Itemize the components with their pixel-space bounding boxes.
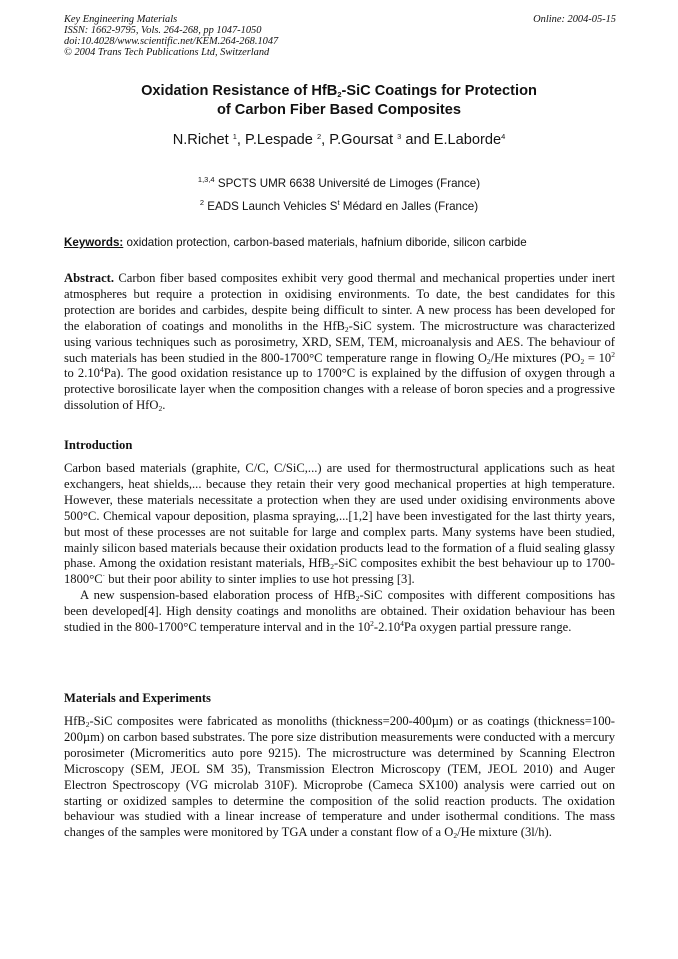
- paragraph: Carbon based materials (graphite, C/C, C/SiC,...) are used for thermostructural applications such as heat exchangers, heat shields,... because they retain their very good mechanical properties at high temperature. However, these materials necessitate a protection when they are used under oxidising environments above 500°C. Chemical vapour deposition, plasma spraying,...[1,2] have been investigated for the last thirty years, but most of these processes are not suitable for large and complex parts. Many systems have been studied, mainly silicon based materials because their oxidation products lead to the formation of a fluid sealing glassy phase. Among the oxidation resistant materials, HfB$_2$-SiC composites exhibit the best behaviour up to 1700-1800°C· but their poor ability to sinter implies to use hot pressing [3].: [64, 461, 615, 587]
- keywords-text: oxidation protection, carbon-based materials, hafnium diboride, silicon carbide: [123, 236, 527, 249]
- title-line-1: Oxidation Resistance of HfB$_2$-SiC Coatings for Protection: [141, 83, 537, 99]
- paragraph: HfB$_2$-SiC composites were fabricated as monoliths (thickness=200-400µm) or as coatings (thickness=100-200µm) on carbon based substrates. The pore size distribution measurements were conducted with a mercury porosimeter (Micromeritics auto pore 9215). The microstructure was determined by Scanning Electron Microscopy (SEM, JEOL SM 35), Transmission Electron Microscopy (TEM, JEOL 2010) and Auger Electron Spectroscopy (VG microlab 310F). Microprobe (Cameca SX100) analysis were carried out on starting or oxidized samples to determine the composition of the solid reaction products. The oxidation behaviour was studied with a linear increase of temperature and under isothermal conditions. The mass changes of the samples were monitored by TGA under a constant flow of a $O_2/He$ mixture (3l/h).: [64, 714, 615, 841]
- doi-line: doi:10.4028/www.scientific.net/KEM.264-268.1047: [64, 36, 279, 47]
- author-list: N.Richet $^1$, P.Lespade $^2$, P.Goursat $^3$ and E.Laborde$^4$: [172, 132, 506, 148]
- issn-line: ISSN: 1662-9795, Vols. 264-268, pp 1047-1050: [64, 25, 262, 36]
- keywords-label: Keywords:: [64, 236, 124, 249]
- paragraph: A new suspension-based elaboration process of HfB$_2$-SiC composites with different compositions has been developed[4]. High density coatings and monoliths are obtained. Their oxidation behaviour has been studied in the 800-1700°C temperature interval and in the $10^2-2.10^4Pa$ oxygen partial pressure range.: [64, 588, 615, 635]
- keywords: [64, 236, 616, 250]
- author: N.Richet: [172, 132, 229, 148]
- author: and E.Laborde: [401, 132, 502, 148]
- abstract-label: Abstract.: [64, 271, 115, 285]
- section-heading-introduction: Introduction: [64, 438, 133, 452]
- paper-title: [64, 82, 614, 120]
- introduction-body: [64, 461, 615, 636]
- author: , P.Lespade: [236, 132, 313, 148]
- online-date: Online: 2004-05-15: [533, 14, 616, 25]
- title-line-2: of Carbon Fiber Based Composites: [216, 102, 462, 118]
- author: , P.Goursat: [321, 132, 394, 148]
- materials-body: [64, 714, 615, 841]
- journal-name: Key Engineering Materials: [64, 14, 178, 25]
- publication-header: [64, 14, 616, 58]
- copyright-line: © 2004 Trans Tech Publications Ltd, Switzerland: [64, 47, 270, 58]
- affiliation-2: $^2$ EADS Launch Vehicles $S^t$ Médard en Jalles (France): [199, 198, 479, 213]
- abstract: Abstract. Carbon fiber based composites exhibit very good thermal and mechanical properties under inert atmospheres but require a protection in oxidising environments. To date, the best candidates for this protection are borides and carbides, despite being difficult to sinter. A new process has been developed for the elaboration of coatings and monoliths in the HfB$_2$-SiC system. The microstructure was characterized using various techniques such as porosimetry, XRD, SEM, TEM, microanalysis and AES. The behaviour of such materials has been studied in the 800-1700°C temperature range in flowing $O_2/He$ mixtures ($PO_2 = 10^2$ to 2.10$^4$Pa). The good oxidation resistance up to 1700°C is explained by the diffusion of oxygen through a protective borosilicate layer when the composition changes with a release of boron species and a progressive dissolution of HfO$_2$.: [64, 271, 616, 414]
- affiliation-1: $^{1,3,4}$ SPCTS UMR 6638 Université de Limoges (France): [197, 175, 481, 190]
- section-heading-materials: Materials and Experiments: [64, 691, 211, 705]
